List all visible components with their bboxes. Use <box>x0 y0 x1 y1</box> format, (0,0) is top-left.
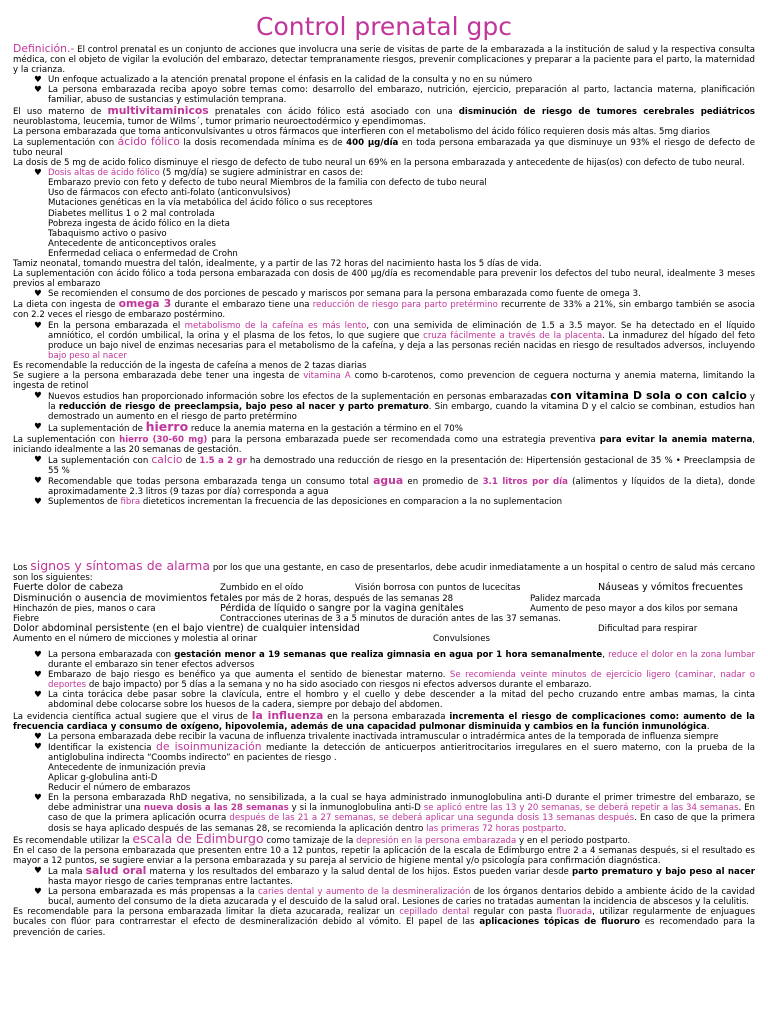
list-item: ♥ La persona embarazada es más propensas a la caries dental y aumento de la desmineralización de los órganos dentarios debido a ambiente ácido de la cavidad bucal, aumento del consumo de la dieta azucarada y el descuido de la salud oral. Lesiones de caries no tratadas aumentan la incidencia de abscesos y la celulitis. <box>34 887 755 907</box>
list-item: ♥ Recomendable que todas persona embarazada tenga un consumo total agua en promedio de 3.1 litros por día (alimentos y líquidos de la dieta), donde aproximadamente 2.3 litros (9 tazas por día) corresponda a agua <box>34 476 755 497</box>
vitamin-list <box>13 391 755 434</box>
list-item: ♥ La suplementación con calcio de 1.5 a 2 gr ha demostrado una reducción de riesgo en la presentación de: Hipertensión gestacional de 35 % • Preeclampsia de 55 % <box>34 455 755 476</box>
rhd-list <box>13 793 755 833</box>
fish-list <box>13 289 755 299</box>
high-dose-cases <box>13 178 755 259</box>
symptom-row: Disminución o ausencia de movimientos fetales por más de 2 horas, después de las semanas 28 Palidez marcada <box>13 592 601 604</box>
case-item: Antecedente de inmunización previa <box>48 763 206 773</box>
definition-list <box>13 75 755 105</box>
case-item: Uso de fármacos con efecto anti-folato (anticonvulsivos) <box>48 188 291 199</box>
list-item: ♥ Un enfoque actualizado a la atención prenatal propone el énfasis en la calidad de la consulta y no en su número <box>34 75 755 85</box>
calcium-list <box>13 452 756 508</box>
list-item: ♥ La persona embarazada reciba apoyo sobre temas como: desarrollo del embarazo, nutrición, ejercicio, preparación al parto, lactancia materna, planificación familiar, abuso de sustancias y estimulación temprana. <box>34 85 755 105</box>
high-dose-list <box>13 168 755 178</box>
case-item: Antecedente de anticonceptivos orales <box>48 238 216 249</box>
brushing-paragraph: Es recomendable para la persona embarazada limitar la dieta azucarada, realizar un cepillado dental regular con pasta fluorada, utilizar regularmente de enjuagues bucales con flúor para contrarrestar el efecto de desmineralización debido al vómito. El papel de las aplicaciones tópicas de fluoruro es recomendado para la prevención de caries. <box>13 907 755 938</box>
spacer <box>13 507 755 561</box>
symptom-row: Hinchazón de pies, manos o cara Pérdida de líquido o sangre por la vagina genitales Aumento de peso mayor a dos kilos por semana <box>13 602 738 614</box>
symptom-row: Aumento en el número de micciones y molestia al orinar Convulsiones <box>13 633 490 644</box>
neonatal-screen-paragraph: Tamiz neonatal, tomando muestra del talón, idealmente, y a partir de las 72 horas del nacimiento hasta los 5 días de vida. <box>13 258 542 269</box>
dose-5mg-paragraph: La dosis de 5 mg de acido folico disminuye el riesgo de defecto de tubo neural un 69% en la persona embarazada y antecedente de hijas(os) con defecto de tubo neural. <box>13 158 745 169</box>
alarm-signs-paragraph: Los signos y síntomas de alarma por los que una gestante, en caso de presentarlos, debe acudir inmediatamente a un hospital o centro de salud más cercano son los siguientes: <box>13 558 755 584</box>
case-item: Diabetes mellitus 1 o 2 mal controlada <box>48 208 215 219</box>
list-item: ♥ En la persona embarazada RhD negativa, no sensibilizada, a la cual se haya administrado inmunoglobulina anti-D durante el primer trimestre del embarazo, se debe administrar una nueva dosis a las 28 semanas y si la inmunoglobulina anti-D se aplicó entre las 13 y 20 semanas, se deberá repetir a las 34 semanas. En caso de que la primera aplicación ocurra después de las 21 a 27 semanas, se deberá aplicar una segunda dosis 13 semanas después. En caso de que la primera dosis se haya aplicado después de las semanas 28, se recomienda la aplicación dentro las primeras 72 horas postparto. <box>34 793 755 833</box>
case-item: Tabaquismo activo o pasivo <box>48 228 167 239</box>
symptom-grid <box>13 583 755 644</box>
symptom-row: Fiebre Contracciones uterinas de 3 a 5 minutos de duración antes de las 37 semanas. <box>13 613 561 624</box>
list-item: ♥ Identificar la existencia de isoinmunización mediante la detección de anticuerpos antieritrocitarios irregulares en el suero materno, con la prueba de la antiglobulina indirecta “Coombs indirecto” en pacientes de riesgo . <box>34 742 755 763</box>
list-item: ♥ Se recomienden el consumo de dos porciones de pescado y mariscos por semana para la persona embarazada como fuente de omega 3. <box>34 289 755 299</box>
definition-paragraph: Definición.- El control prenatal es un conjunto de acciones que involucra una serie de visitas de parte de la embarazada a la institución de salud y la respectiva consulta médica, con el objeto de vigilar la evolución del embarazo, detectar tempranamente riesgos, prevenir complicaciones y preparar a la paciente para el parto, la maternidad y la crianza. <box>13 42 755 76</box>
influenza-list <box>13 732 755 763</box>
isoimmunization-list <box>13 763 755 793</box>
definition-label: Definición.- <box>13 42 75 55</box>
symptom-row: Dolor abdominal persistente (en el bajo vientre) de cualquier intensidad Dificultad para respirar <box>13 622 698 634</box>
list-item: ♥ La cinta torácica debe pasar sobre la clavícula, entre el hombro y el cuello y debe descender a la mitad del pecho cruzando entre ambas mamas, la cinta abdominal debe colocarse sobre los huesos de la cadera, siempre por debajo del abdomen. <box>34 690 755 710</box>
list-item: ♥ La persona embarazada con gestación menor a 19 semanas que realiza gimnasia en agua por 1 hora semanalmente, reduce el dolor en la zona lumbar durante el embarazo sin tener efectos adversos <box>34 650 755 670</box>
case-item: Enfermedad celiaca o enfermedad de Crohn <box>48 248 238 259</box>
caffeine-list <box>13 321 755 361</box>
multivitamin-paragraph: El uso materno de multivitaminicos prenatales con ácido fólico está asociado con una disminución de riesgo de tumores cerebrales pediátricos neuroblastoma, leucemia, tumor de Wilms´, tumor primario neuroectodérmico y ependimomas. <box>13 103 755 127</box>
list-item: ♥ La suplementación de hierro reduce la anemia materna en la gestación a término en el 70% <box>34 422 755 434</box>
oral-health-list <box>13 863 756 908</box>
case-item: Reducir el número de embarazos <box>48 783 191 794</box>
list-item: ♥ En la persona embarazada el metabolismo de la cafeína es más lento, con una semivida de eliminación de 1.5 a 3.5 mayor. Se ha detectado en el líquido amniótico, el cordón umbilical, la orina y el plasma de los fetos, lo que sugiere que cruza fácilmente a través de la placenta. La inmadurez del hígado del feto produce un bajo nivel de enzimas necesarias para el metabolismo de la cafeína, y deja a las personas recién nacidas en riesgo de resultados adversos, incluyendo bajo peso al nacer <box>34 321 755 361</box>
supplement-400-paragraph: La suplementación con ácido fólico a toda persona embarazada con dosis de 400 µg/día es recomendable para prevenir los defectos del tubo neural, idealmente 3 meses previos al embarazo <box>13 269 755 290</box>
omega-paragraph: La dieta con ingesta de omega 3 durante el embarazo tiene una reducción de riesgo para parto pretérmino recurrente de 33% a 21%, sin embargo también se asocia con 2.2 veces el riesgo de embarazo postérmino. <box>13 297 755 321</box>
list-item: ♥ Nuevos estudios han proporcionado información sobre los efectos de la suplementación en personas embarazadas con vitamina D sola o con calcio y la reducción de riesgo de preeclampsia, bajo peso al nacer y parto prematuro. Sin embargo, cuando la vitamina D y el calcio se combinan, estudios han demostrado un aumento en el riesgo de parto pretérmino <box>34 391 755 422</box>
edinburgh-paragraph: Es recomendable utilizar la escala de Edimburgo como tamizaje de la depresión en la persona embarazada y en el periodo postparto. <box>13 830 631 846</box>
case-item: Pobreza ingesta de ácido fólico en la dieta <box>48 218 230 229</box>
list-item: ♥ Dosis altas de ácido fólico (5 mg/día) se sugiere administrar en casos de: <box>34 168 755 178</box>
list-item: ♥ La mala salud oral materna y los resultados del embarazo y la salud dental de los hijos. Estos pueden variar desde parto prematuro y bajo peso al nacer hasta mayor riesgo de caries tempranas entre lactantes. <box>34 866 755 887</box>
iron-paragraph: La suplementación con hierro (30-60 mg) para la persona embarazada puede ser recomendada como una estrategia preventiva para evitar la anemia materna, iniciando idealmente a las 20 semanas de gestación. <box>13 434 756 455</box>
vitamin-a-paragraph: Se sugiere a la persona embarazada debe tener una ingesta de vitamina A como b-carotenos, como prevencion de ceguera nocturna y anemia materna, limitando la ingesta de retinol <box>13 371 755 392</box>
symptom-row: Fuerte dolor de cabeza Zumbido en el oído Visión borrosa con puntos de lucecitas Náuseas y vómitos frecuentes <box>13 582 743 594</box>
anticonvulsant-paragraph: La persona embarazada que toma anticonvulsivantes u otros fármacos que interfieren con el metabolismo del ácido fólico requieren dosis más altas. 5mg diarios <box>13 126 710 137</box>
edinburgh-detail: En el caso de la persona embarazada que presenten entre 10 a 12 puntos, repetir la aplicación de la escala de Edimburgo entre 2 a 4 semanas después, si el resultado es mayor a 12 puntos, se sugiere enviar a la persona embarazada y su pareja al servicio de higiene mental y/o psicología para confirmación diagnóstica. <box>13 845 755 866</box>
list-item: ♥ Suplementos de fibra dieteticos incrementan la frecuencia de las deposiciones en comparacion a la no suplementacion <box>34 497 755 507</box>
list-item: ♥ La persona embarazada debe recibir la vacuna de influenza trivalente inactivada intramuscular o intradérmica antes de la temporada de influenza siempre <box>34 732 755 742</box>
influenza-paragraph: La evidencia científica actual sugiere que el virus de la influenza en la persona embarazada incrementa el riesgo de complicaciones como: aumento de la frecuencia cardiaca y consumo de oxígeno, hipovolemia, además de una capacidad pulmonar disminuida y cambios en la función inmunológica. <box>13 708 755 732</box>
page-title: Control prenatal gpc <box>256 12 512 41</box>
case-item: Mutaciones genéticas en la vía metabólica del ácido fólico o sus receptores <box>48 198 373 209</box>
list-item: ♥ Embarazo de bajo riesgo es benéfico ya que aumenta el sentido de bienestar materno. Se recomienda veinte minutos de ejercicio ligero (caminar, nadar o deportes de bajo impacto) por 5 días a la semana y no ha sido asociado con riesgos ni efectos adversos durante el embarazo. <box>34 670 755 690</box>
caffeine-reduction: Es recomendable la reducción de la ingesta de cafeína a menos de 2 tazas diarias <box>13 360 367 371</box>
folic-acid-paragraph: La suplementación con ácido fólico la dosis recomendada mínima es de 400 µg/día en toda persona embarazada ya que disminuye un 93% el riesgo de defecto de tubo neural <box>13 134 755 158</box>
exercise-list <box>13 650 755 711</box>
case-item: Embarazo previo con feto y defecto de tubo neural Miembros de la familia con defecto de tubo neural <box>48 178 487 189</box>
case-item: Aplicar g-globulina anti-D <box>48 773 158 784</box>
